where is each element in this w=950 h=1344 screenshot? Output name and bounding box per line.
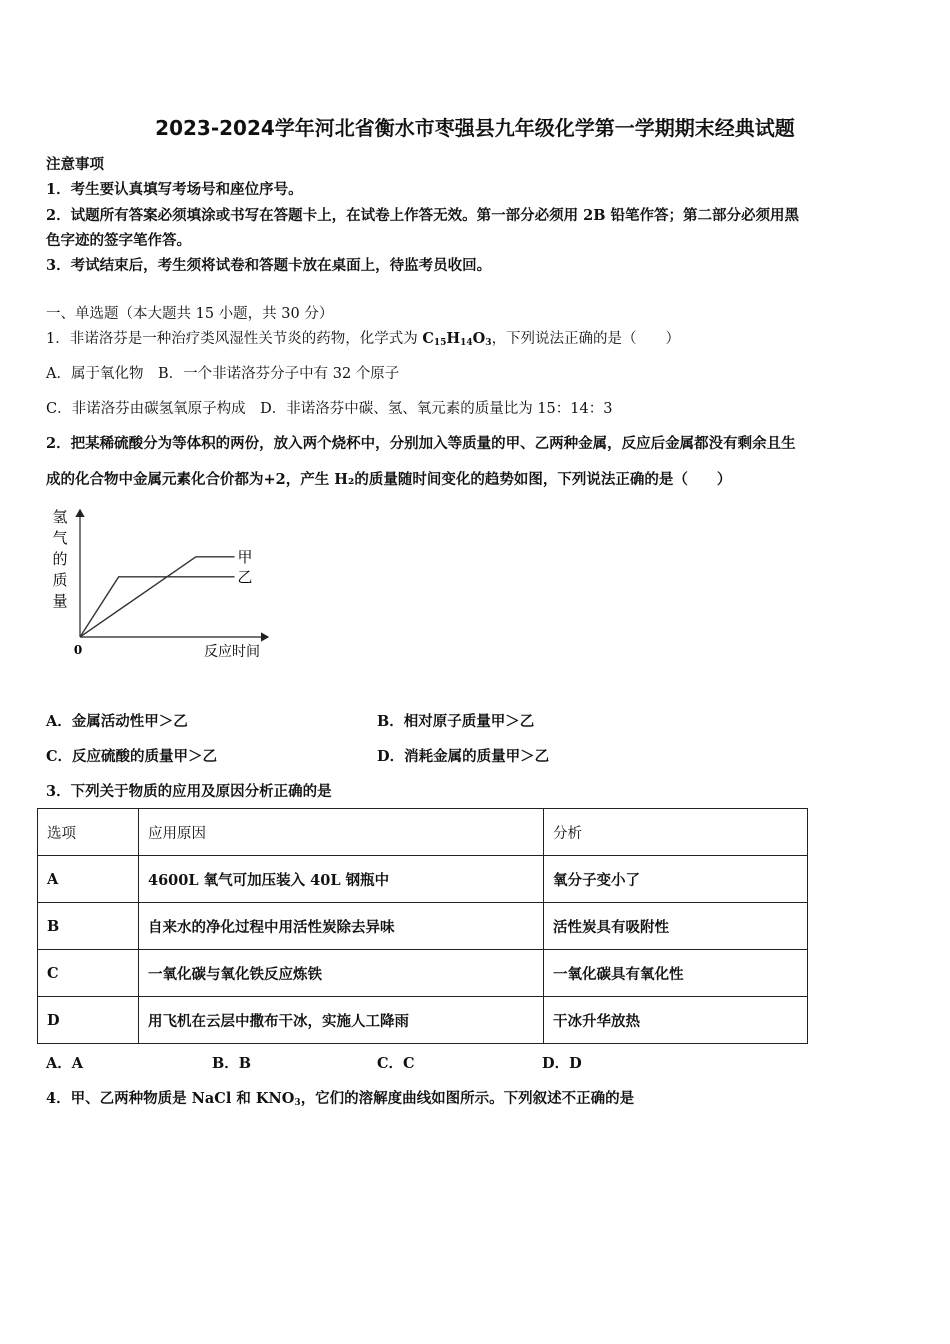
- table-cell: 用飞机在云层中撒布干冰，实施人工降雨: [139, 997, 544, 1044]
- question-3-option-d: D．D: [542, 1055, 582, 1072]
- question-3-option-b: B．B: [212, 1055, 252, 1072]
- question-3-stem: 3．下列关于物质的应用及原因分析正确的是: [46, 783, 332, 800]
- series-line-yi: [80, 577, 235, 637]
- question-2-option-c: C．反应硫酸的质量甲＞乙: [46, 748, 218, 765]
- notice-item-1: 1．考生要认真填写考场号和座位序号。: [46, 181, 303, 198]
- q1-stem-post: ，下列说法正确的是（ ）: [491, 331, 681, 347]
- q1-formula-o: O: [472, 330, 486, 347]
- question-1-options-ab: A．属于氧化物 B．一个非诺洛芬分子中有 32 个原子: [46, 366, 400, 382]
- table-cell: C: [38, 950, 139, 997]
- q4-sub: 3: [294, 1098, 301, 1108]
- q1-stem-pre: 1．非诺洛芬是一种治疗类风湿性关节炎的药物，化学式为: [46, 331, 423, 347]
- origin-label: 0: [73, 643, 83, 657]
- q1-formula-c: C: [422, 330, 434, 347]
- series-line-jia: [80, 557, 235, 637]
- q4-stem-post: ，它们的溶解度曲线如图所示。下列叙述不正确的是: [300, 1090, 635, 1107]
- question-3-option-c: C．C: [377, 1055, 415, 1072]
- y-axis-label-char: 氢: [52, 508, 68, 526]
- y-axis-label-char: 质: [52, 571, 68, 589]
- table-cell: 自来水的净化过程中用活性炭除去异味: [139, 903, 544, 950]
- question-1-stem: [46, 327, 680, 348]
- y-axis-label-char: 量: [52, 592, 68, 610]
- y-axis-label: [52, 508, 67, 610]
- series-label: 乙: [237, 567, 253, 586]
- question-2-option-a: A．金属活动性甲＞乙: [46, 713, 188, 730]
- q1-sub-c: 15: [433, 338, 447, 348]
- section-heading: 一、单选题（本大题共 15 小题，共 30 分）: [46, 306, 334, 322]
- hydrogen-mass-chart: [40, 500, 280, 670]
- question-2-option-b: B．相对原子质量甲＞乙: [377, 713, 535, 730]
- q1-sub-o: 3: [485, 338, 492, 348]
- table-header-cell: 分析: [544, 809, 808, 856]
- table-row: [38, 903, 808, 950]
- series-label: 甲: [237, 547, 253, 566]
- notice-heading: 注意事项: [46, 156, 104, 173]
- question-2-stem-line-1: 2．把某稀硫酸分为等体积的两份，放入两个烧杯中，分别加入等质量的甲、乙两种金属，反应后金属都没有剩余且生: [46, 435, 796, 452]
- table-cell: 一氧化碳与氧化铁反应炼铁: [139, 950, 544, 997]
- table-cell: D: [38, 997, 139, 1044]
- table-cell: 干冰升华放热: [544, 997, 808, 1044]
- table-cell: B: [38, 903, 139, 950]
- question-3-table: [37, 808, 808, 1044]
- table-header-cell: 选项: [38, 809, 139, 856]
- y-axis-label-char: 气: [52, 529, 68, 547]
- table-cell: 活性炭具有吸附性: [544, 903, 808, 950]
- table-row: [38, 950, 808, 997]
- notice-item-2: 2．试题所有答案必须填涂或书写在答题卡上，在试卷上作答无效。第一部分必须用 2B 铅笔作答；第二部分必须用黑: [46, 207, 800, 224]
- table-header-cell: 应用原因: [139, 809, 544, 856]
- question-4-stem: [46, 1087, 634, 1108]
- table-header-row: [38, 809, 808, 856]
- y-axis-label-char: 的: [52, 550, 68, 568]
- table-row: [38, 997, 808, 1044]
- q1-sub-h: 14: [460, 338, 473, 348]
- page-title: 2023-2024学年河北省衡水市枣强县九年级化学第一学期期末经典试题: [155, 116, 795, 140]
- q1-formula-h: H: [446, 330, 461, 347]
- notice-item-2-cont: 色字迹的签字笔作答。: [46, 232, 191, 249]
- x-axis-label: 反应时间: [204, 644, 260, 660]
- table-cell: 氧分子变小了: [544, 856, 808, 903]
- question-3-option-a: A．A: [46, 1055, 84, 1072]
- table-row: [38, 856, 808, 903]
- table-cell: A: [38, 856, 139, 903]
- table-cell: 一氧化碳具有氧化性: [544, 950, 808, 997]
- table-cell: 4600L 氧气可加压装入 40L 钢瓶中: [139, 856, 544, 903]
- question-1-options-cd: C．非诺洛芬由碳氢氧原子构成 D．非诺洛芬中碳、氢、氧元素的质量比为 15：14：3: [46, 401, 613, 417]
- question-2-stem-line-2: 成的化合物中金属元素化合价都为+2，产生 H₂的质量随时间变化的趋势如图，下列说法正确的是（ ）: [46, 471, 732, 488]
- question-2-option-d: D．消耗金属的质量甲＞乙: [377, 748, 550, 765]
- series-group: [80, 548, 253, 637]
- notice-item-3: 3．考试结束后，考生须将试卷和答题卡放在桌面上，待监考员收回。: [46, 257, 492, 274]
- q4-stem-pre: 4．甲、乙两种物质是 NaCl 和 KNO: [46, 1090, 295, 1107]
